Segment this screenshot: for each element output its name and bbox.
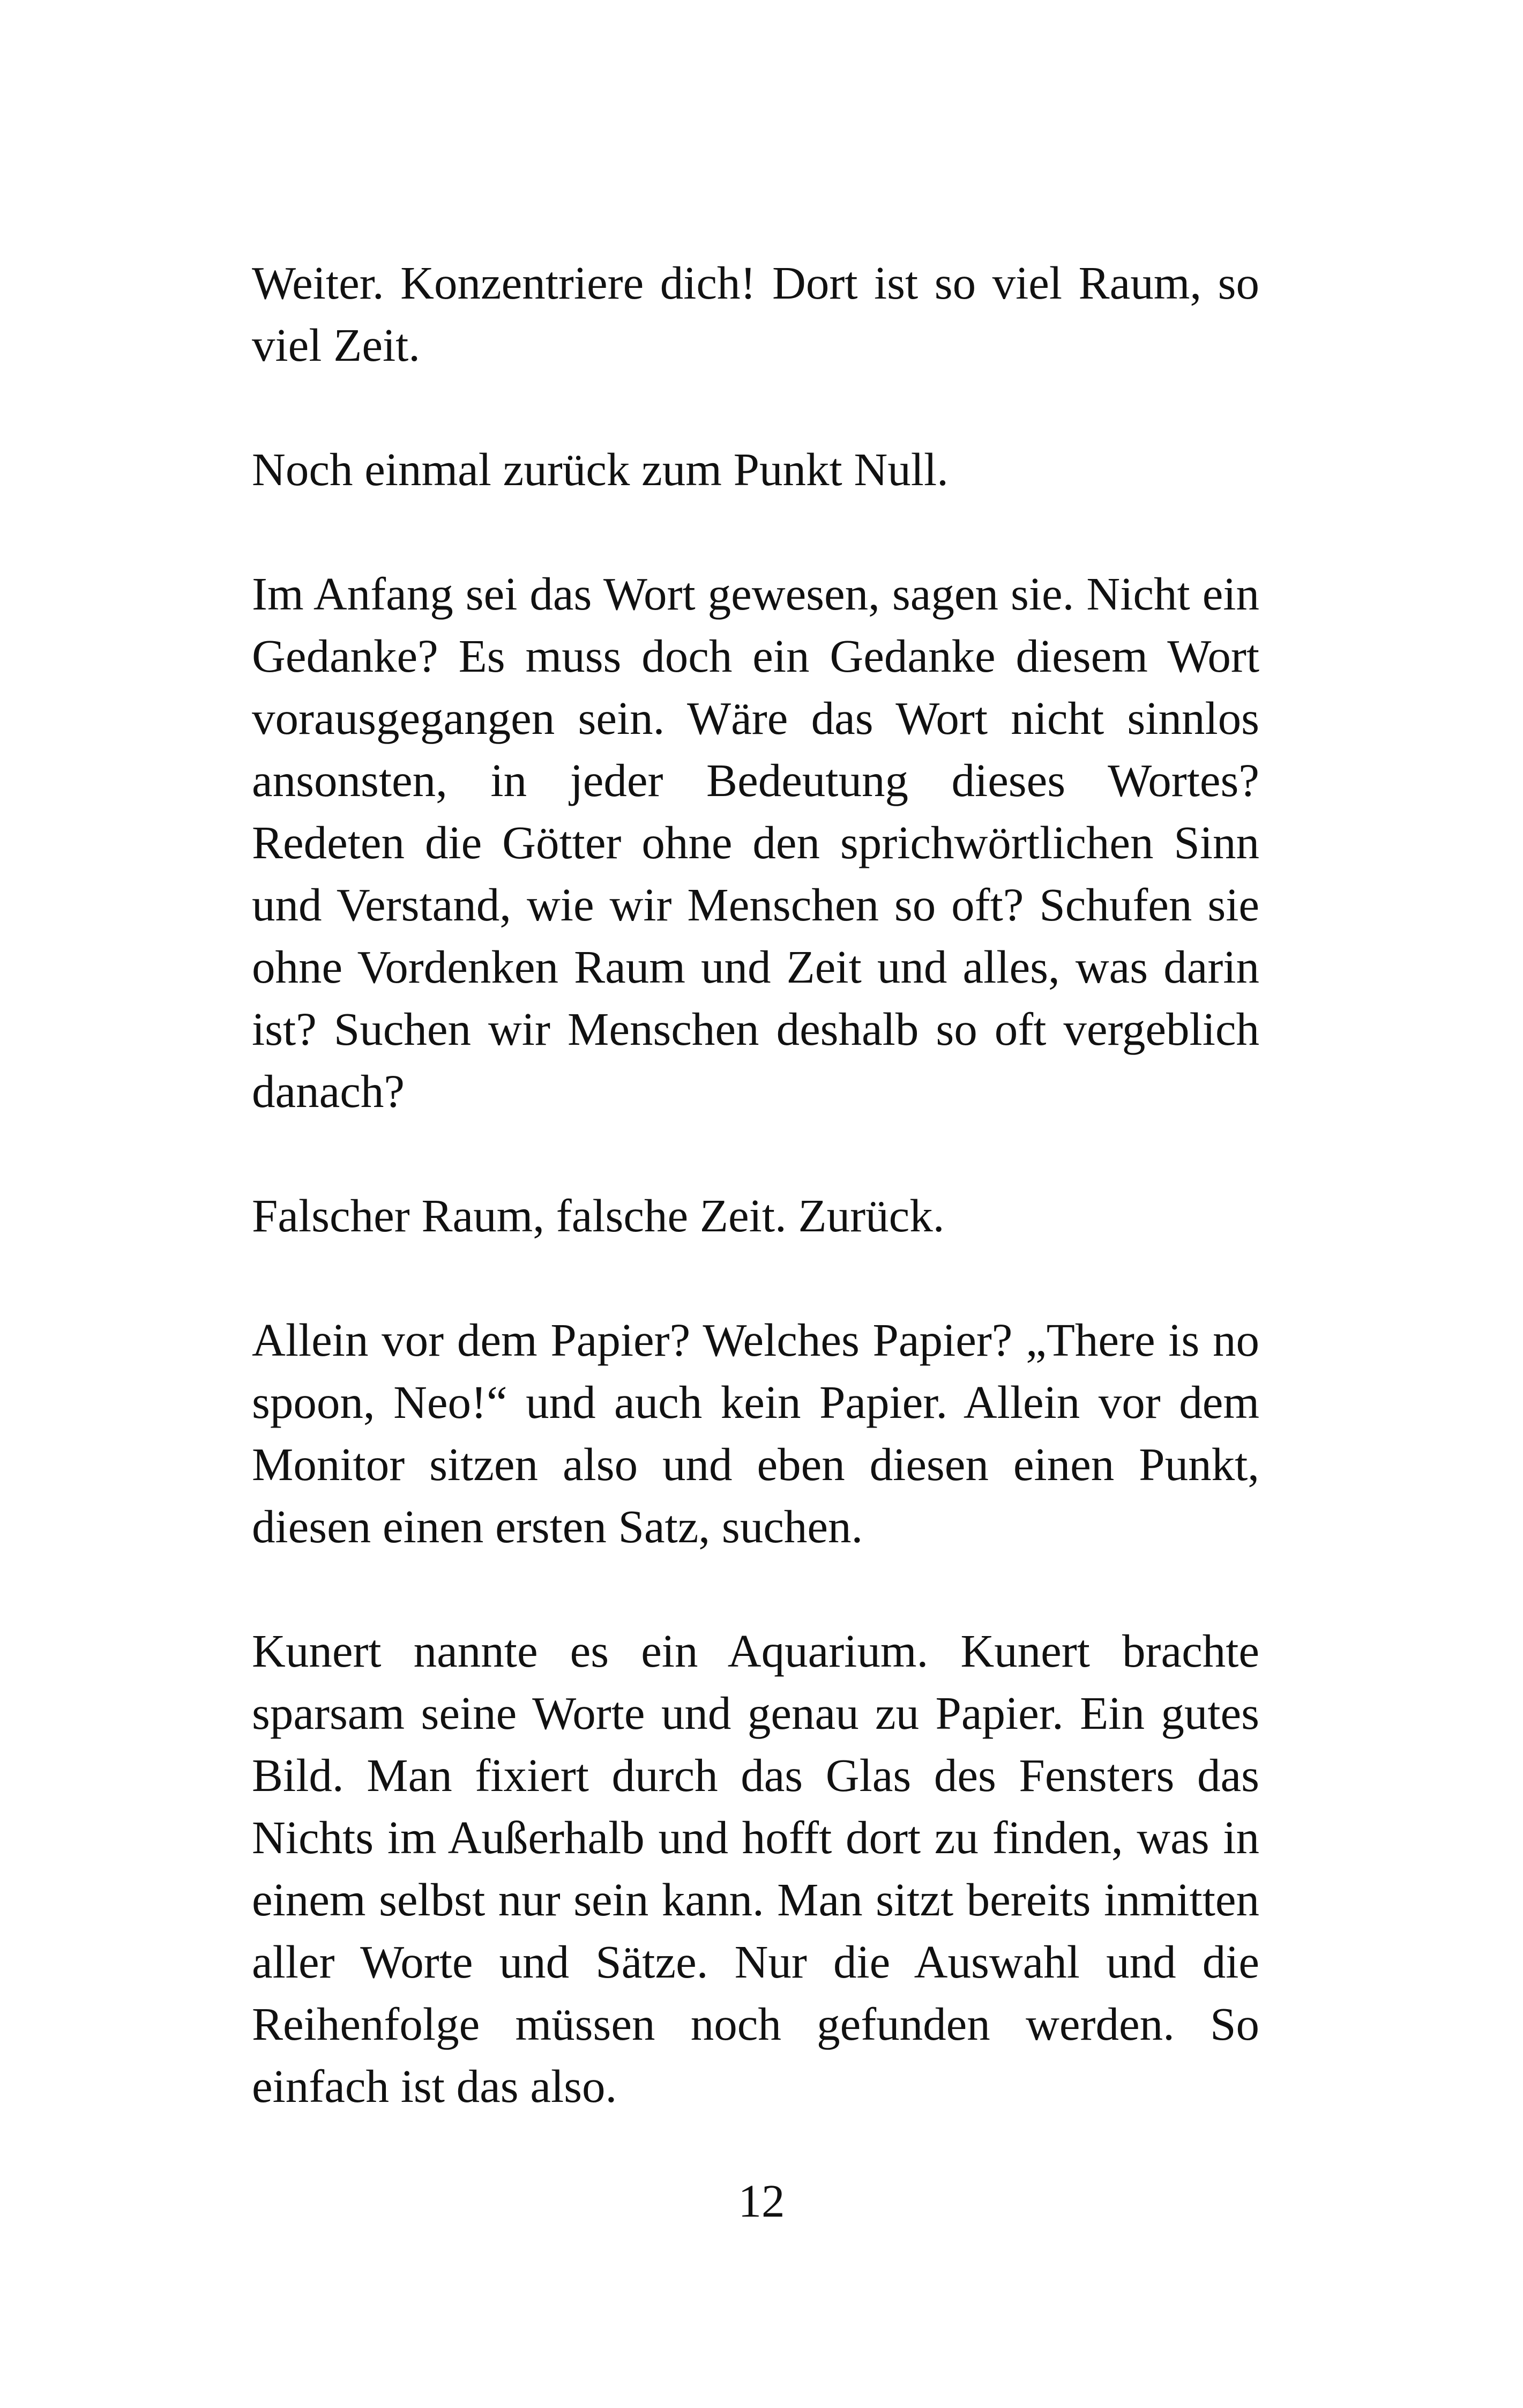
paragraph-5: Allein vor dem Papier? Welches Papier? „There is no spoon, Neo!“ und auch kein Papier. Allein vor dem Monitor sitzen also und eben diesen einen Punkt, diesen einen ersten Satz, suchen. (252, 1314, 1259, 1552)
paragraph-2: Noch einmal zurück zum Punkt Null. (252, 443, 949, 495)
paragraph-6: Kunert nannte es ein Aquarium. Kunert brachte sparsam seine Worte und genau zu Papier. Ein gutes Bild. Man fixiert durch das Glas des Fensters das Nichts im Außerhalb und hofft dort zu finden, was in einem selbst nur sein kann. Man sitzt bereits inmitten aller Worte und Sätze. Nur die Auswahl und die Reihenfolge müssen noch gefunden werden. So einfach ist das also. (252, 1625, 1259, 2112)
paragraph-1: Weiter. Konzentriere dich! Dort ist so viel Raum, so viel Zeit. (252, 257, 1259, 371)
body-text (252, 252, 1259, 2117)
paragraph-3: Im Anfang sei das Wort gewesen, sagen sie. Nicht ein Gedanke? Es muss doch ein Gedanke diesem Wort vorausgegangen sein. Wäre das Wort nicht sinnlos ansonsten, in jeder Bedeutung dieses Wortes? Redeten die Götter ohne den sprichwörtlichen Sinn und Verstand, wie wir Menschen so oft? Schufen sie ohne Vordenken Raum und Zeit und alles, was darin ist? Suchen wir Menschen deshalb so oft vergeblich danach? (252, 568, 1259, 1117)
paragraph-4: Falscher Raum, falsche Zeit. Zurück. (252, 1190, 945, 1242)
page-number: 12 (738, 2175, 785, 2227)
